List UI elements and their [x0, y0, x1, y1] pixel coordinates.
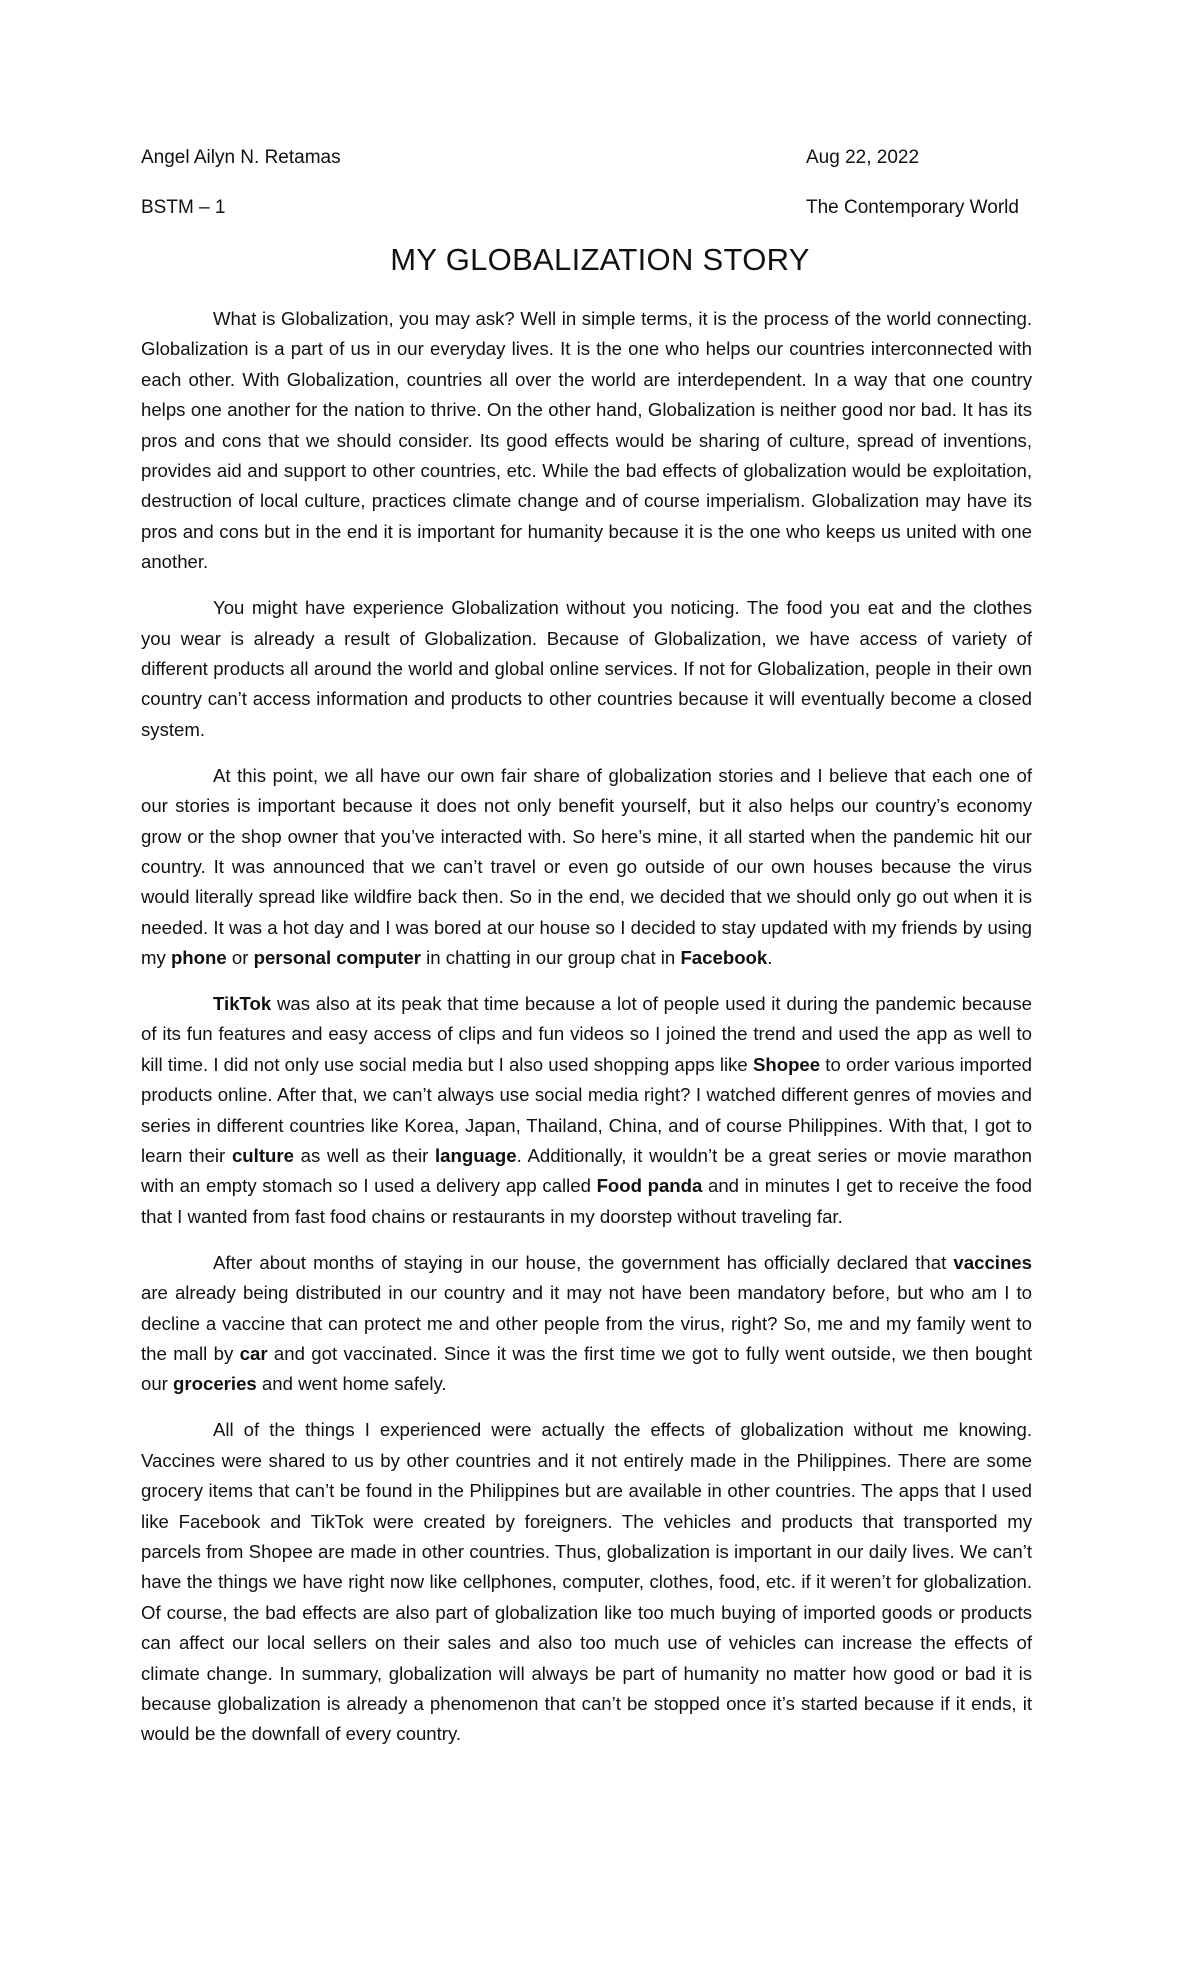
essay-paragraph-1 [141, 304, 1032, 578]
paragraph-text: All of the things I experienced were actually the effects of globalization without me knowing. Vaccines were shared to us by other countries and it not entirely made in the Philippines. There are some grocery items that can’t be found in the Philippines but are available in other countries. The apps that I used like Facebook and TikTok were created by foreigners. The vehicles and products that transported my parcels from Shopee are made in other countries. Thus, globalization is important in our daily lives. We can’t have the things we have right now like cellphones, computer, clothes, food, etc. if it weren’t for globalization. Of course, the bad effects are also part of globalization like too much buying of imported goods or products can affect our local sellers on their sales and also too much use of vehicles can increase the effects of climate change. In summary, globalization will always be part of humanity no matter how good or bad it is because globalization is already a phenomenon that can’t be stopped once it’s started because if it ends, it would be the downfall of every country. [141, 1419, 1032, 1745]
bold-term: language [435, 1145, 517, 1167]
paragraph-text: as well as their [293, 1145, 435, 1167]
paragraph-text: are already being distributed in our country and it may not have been mandatory before, but who am I to decline a vaccine that can protect me and other people from the virus, right? So, me and my family went to the mall by [141, 1282, 1032, 1364]
bold-term: TikTok [213, 993, 272, 1015]
author-name: Angel Ailyn N. Retamas [141, 147, 341, 168]
essay-paragraph-3 [141, 761, 1032, 974]
paragraph-text: to order various imported products online. After that, we can’t always use social media right? I watched different genres of movies and series in different countries like Korea, Japan, Thailand, China, and of course Philippines. With that, I got to learn their [141, 1053, 1033, 1167]
bold-term: personal computer [253, 947, 421, 969]
essay-paragraph-2 [141, 593, 1032, 745]
bold-term: Food panda [596, 1175, 703, 1197]
paragraph-text: was also at its peak that time because a lot of people used it during the pandemic because of its fun features and easy access of clips and fun videos so I joined the trend and used the app as well to kill time. I did not only use social media but I also used shopping apps like [141, 993, 1032, 1075]
bold-term: vaccines [953, 1251, 1032, 1273]
essay-paragraph-6 [141, 1415, 1032, 1749]
essay-paragraph-5 [141, 1248, 1032, 1400]
paragraph-text: You might have experience Globalization without you noticing. The food you eat and the clothes you wear is already a result of Globalization. Because of Globalization, we have access of variety of different products all around the world and global online services. If not for Globalization, people in their own country can’t access information and products to other countries because it will eventually become a closed system. [141, 597, 1032, 740]
course-section: BSTM – 1 [141, 197, 226, 218]
paragraph-text: and got vaccinated. Since it was the first time we got to fully went outside, we then bought our [141, 1343, 1033, 1395]
bold-term: Facebook [680, 947, 768, 969]
bold-term: groceries [173, 1373, 257, 1395]
paragraph-text: What is Globalization, you may ask? Well in simple terms, it is the process of the world connecting. Globalization is a part of us in our everyday lives. It is the one who helps our countries interconnected with each other. With Globalization, countries all over the world are interdependent. In a way that one country helps one another for the nation to thrive. On the other hand, Globalization is neither good nor bad. It has its pros and cons that we should consider. Its good effects would be sharing of culture, spread of inventions, provides aid and support to other countries, etc. While the bad effects of globalization would be exploitation, destruction of local culture, practices climate change and of course imperialism. Globalization may have its pros and cons but in the end it is important for humanity because it is the one who keeps us united with one another. [141, 308, 1032, 573]
essay-body [141, 304, 1032, 1765]
bold-term: Shopee [752, 1053, 821, 1075]
paragraph-text: . Additionally, it wouldn’t be a great series or movie marathon with an empty stomach so I used a delivery app called [141, 1145, 1032, 1197]
document-date: Aug 22, 2022 [806, 147, 920, 168]
paragraph-text: After about months of staying in our house, the government has officially declared that [213, 1251, 954, 1273]
bold-term: culture [231, 1145, 294, 1167]
course-name: The Contemporary World [806, 197, 1019, 218]
bold-term: phone [170, 947, 227, 969]
paragraph-text: or [226, 947, 254, 969]
paragraph-text: At this point, we all have our own fair share of globalization stories and I believe that each one of our stories is important because it does not only benefit yourself, but it also helps our country’s economy grow or the shop owner that you’ve interacted with. So here’s mine, it all started when the pandemic hit our country. It was announced that we can’t travel or even go outside of our own houses because the virus would literally spread like wildfire back then. So in the end, we decided that we should only go out when it is needed. It was a hot day and I was bored at our house so I decided to stay updated with my friends by using my [141, 764, 1032, 969]
bold-term: car [239, 1343, 268, 1364]
paragraph-text: . [767, 947, 773, 969]
paragraph-text: and in minutes I get to receive the food that I wanted from fast food chains or restaurants in my doorstep without traveling far. [141, 1175, 1033, 1227]
paragraph-text: in chatting in our group chat in [421, 947, 681, 969]
paragraph-text: and went home safely. [256, 1373, 447, 1395]
essay-title: MY GLOBALIZATION STORY [390, 242, 810, 277]
essay-paragraph-4 [141, 989, 1032, 1232]
